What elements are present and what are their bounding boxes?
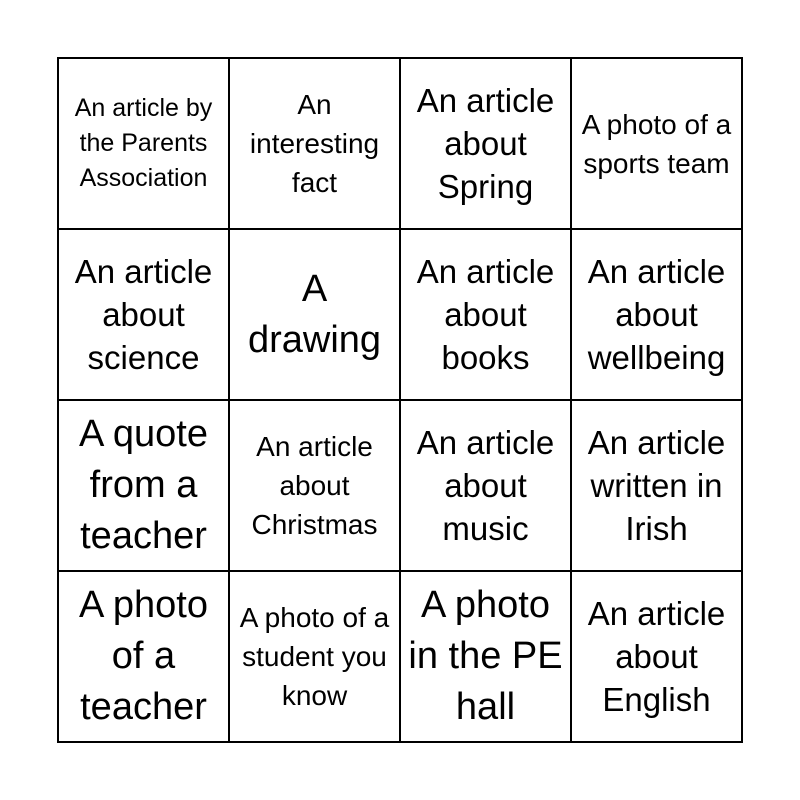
cell-text: An article about English [587, 595, 726, 718]
bingo-cell[interactable] [400, 58, 571, 229]
cell-text: An article by the Parents Association [74, 94, 213, 192]
bingo-cell[interactable] [58, 58, 229, 229]
bingo-cell[interactable] [229, 571, 400, 742]
cell-text: A photo of a sports team [581, 108, 732, 179]
bingo-cell[interactable] [58, 400, 229, 571]
cell-text: A quote from a teacher [79, 413, 208, 557]
cell-text: A drawing [247, 267, 382, 361]
bingo-cell[interactable] [571, 229, 742, 400]
cell-text: A photo of a teacher [79, 584, 208, 728]
cell-text: A photo in the PE hall [408, 584, 563, 728]
cell-text: An article about Christmas [251, 431, 378, 540]
bingo-cell[interactable] [229, 229, 400, 400]
cell-text: A photo of a student you know [239, 602, 390, 711]
bingo-cell[interactable] [58, 571, 229, 742]
bingo-cell[interactable] [229, 400, 400, 571]
bingo-cell[interactable] [400, 571, 571, 742]
cell-text: An article about Spring [416, 82, 555, 205]
bingo-cell[interactable] [400, 229, 571, 400]
bingo-cell[interactable] [571, 58, 742, 229]
bingo-cell[interactable] [571, 571, 742, 742]
cell-text: An interesting fact [249, 89, 380, 198]
cell-text: An article about wellbeing [587, 253, 726, 376]
bingo-cell[interactable] [400, 400, 571, 571]
bingo-board [57, 57, 743, 743]
bingo-cell[interactable] [571, 400, 742, 571]
cell-text: An article written in Irish [587, 424, 726, 547]
cell-text: An article about music [416, 424, 555, 547]
bingo-cell[interactable] [58, 229, 229, 400]
cell-text: An article about science [74, 253, 213, 376]
cell-text: An article about books [416, 253, 555, 376]
bingo-cell[interactable] [229, 58, 400, 229]
